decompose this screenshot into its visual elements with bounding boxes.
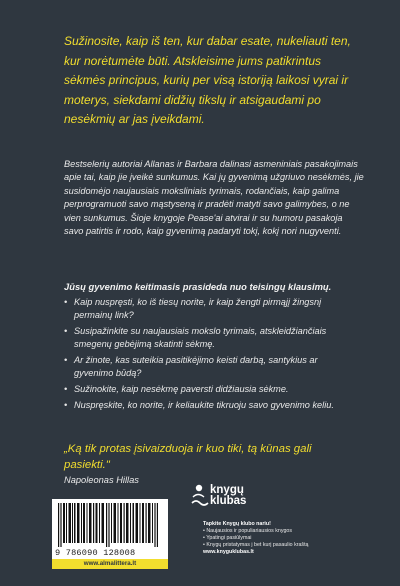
list-item: • Kaip nuspręsti, ko iš tiesų norite, ir kaip žengti pirmąjį žingsnį permainų link? [64,296,349,322]
publisher-url: www.almalittera.lt [83,560,137,567]
list-item: • Knygų pristatymas į bet kurį pasaulio kraštą [203,542,353,549]
club-website: www.knyguklubas.lt [203,549,254,555]
club-logo-line2: klubas [210,495,247,507]
questions-list [64,296,349,415]
list-item: • Ypatingi pasiūlymai [203,535,353,542]
barcode-icon [58,503,162,547]
club-logo-line1: knygų [210,484,244,496]
club-info [203,521,353,556]
questions-heading: Jūsų gyvenimo keitimasis prasideda nuo teisingų klausimų. [64,281,332,292]
club-logo-text [210,485,246,507]
list-item: • Sužinokite, kaip nesėkmę paversti didžiausia sėkme. [64,383,349,396]
description-paragraph: Bestselerių autoriai Allanas ir Barbara dalinasi asmeniniais pasakojimais apie tai, kaip jie įveikė sunkumus. Kai jų gyvenimą užgriuvo nesėkmės, jie susidomėjo naujausiais moksliniais tyrimais, rodančiais, kaip galima perprogramuoti savo mąstyseną ir pradėti matyti savo galimybes, o ne vien sunkumus. Šioje knygoje Pease'ai atvirai ir su humoru pasakoja savo patirtis ir rodo, kaip gyvenimą padaryti tokį, kokį nori nugyventi. [64,159,364,237]
isbn-number: 9 786090 128008 [55,548,136,558]
quote-text: „Ką tik protas įsivaizduoja ir kuo tiki, tą kūnas gali pasiekti." [64,443,312,471]
list-item: • Ar žinote, kas suteikia pasitikėjimo keisti darbą, santykius ar gyvenimo būdą? [64,354,349,380]
club-title: Tapkite Knygų klubo nariu! [203,521,271,527]
intro-paragraph: Sužinosite, kaip iš ten, kur dabar esate, nukeliauti ten, kur norėtumėte būti. Atskleisime jums patikrintus sėkmės principus, kurių per visą istoriją laikosi vyrai ir moterys, siekdami didžių tikslų ir atsigaudami po nesėkmių ar jas įveikdami. [64,34,351,127]
barcode-area [52,499,168,559]
quote-author: Napoleonas Hillas [64,475,139,485]
list-item: • Susipažinkite su naujausiais mokslo tyrimais, atskleidžiančiais smegenų gebėjimą skatinti sėkmę. [64,325,349,351]
list-item: • Nuspręskite, ko norite, ir keliaukite tikruoju savo gyvenimo keliu. [64,399,349,412]
club-benefits-list [203,528,353,549]
barcode-block [52,499,168,569]
list-item: • Naujausios ir populiariausios knygos [203,528,353,535]
